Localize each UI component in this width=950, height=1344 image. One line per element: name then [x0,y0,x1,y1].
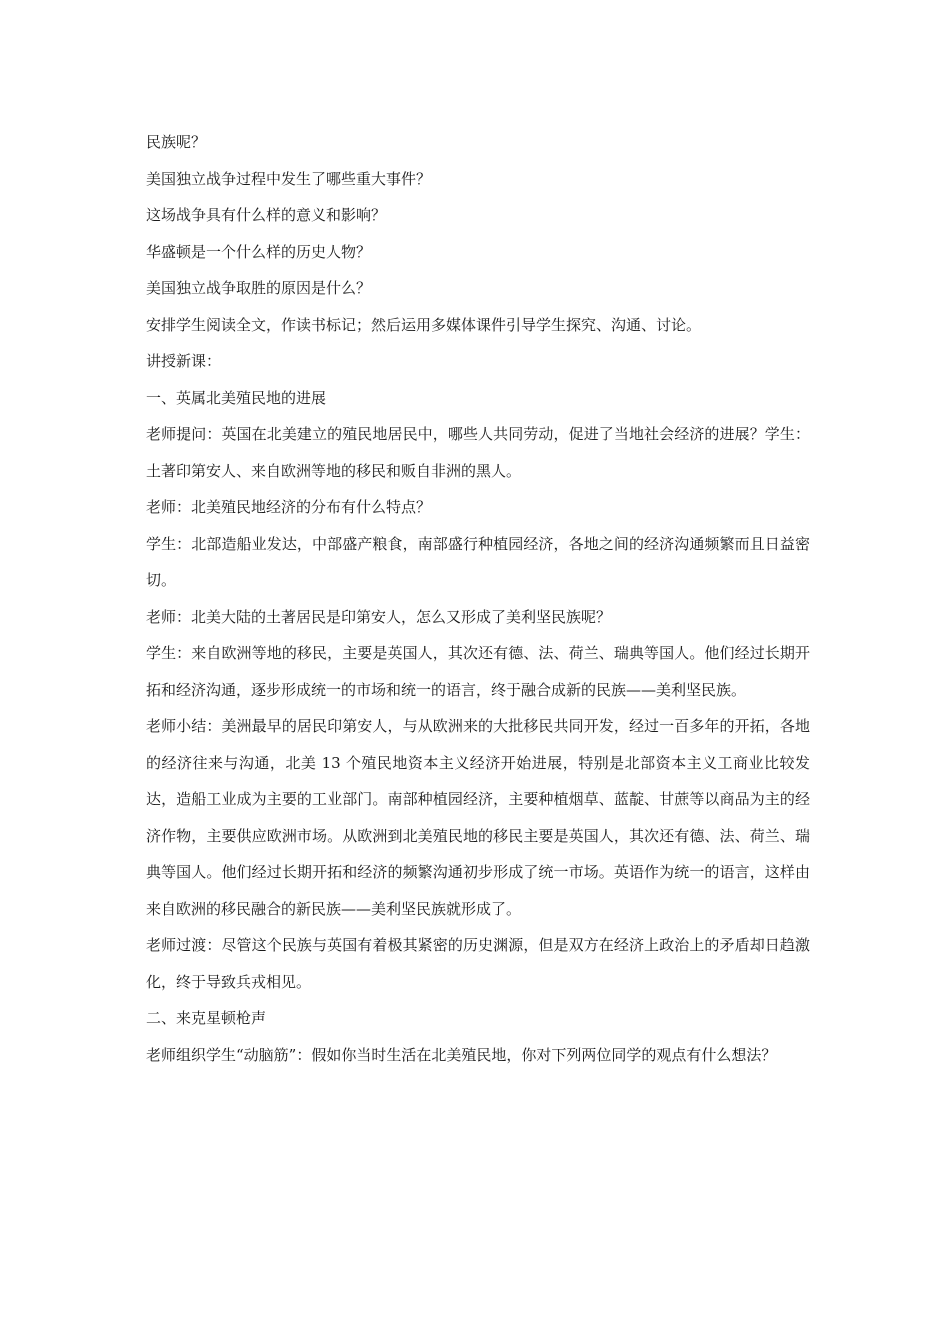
dialogue-paragraph: 老师：北美殖民地经济的分布有什么特点？ [146,498,432,516]
dialogue-paragraph: 老师：北美大陆的土著居民是印第安人，怎么又形成了美利坚民族呢？ [146,607,612,626]
dialogue-paragraph: 老师组织学生“动脑筋”：假如你当时生活在北美殖民地，你对下列两位同学的观点有什么想法？ [146,1045,777,1064]
question-paragraph: 美国独立战争过程中发生了哪些重大事件？ [146,169,432,188]
question-paragraph: 美国独立战争取胜的原因是什么？ [146,279,372,297]
paragraph: 安排学生阅读全文，作读书标记；然后运用多媒体课件引导学生探究、沟通、讨论。 [146,315,702,334]
question-paragraph: 华盛顿是一个什么样的历史人物？ [146,242,372,261]
section-heading: 二、来克星顿枪声 [146,1009,267,1027]
summary-paragraph: 老师小结：美洲最早的居民印第安人，与从欧洲来的大批移民共同开发，经过一百多年的开拓，各地的经济往来与沟通，北美 13 个殖民地资本主义经济开始进展，特别是北部资本主义工商业比较发达，造船工业成为主要的工业部门。南部种植园经济，主要种植烟草、蓝靛、甘蔗等以商品为主的经济作物，主要供应欧洲市场。从欧洲到北美殖民地的移民主要是英国人，其次还有德、法、荷兰、瑞典等国人。他们经过长期开拓和经济的频繁沟通初步形成了统一市场。英语作为统一的语言，这样由来自欧洲的移民融合的新民族——美利坚民族就形成了。 [146,717,810,918]
dialogue-paragraph: 学生：北部造船业发达，中部盛产粮食，南部盛行种植园经济，各地之间的经济沟通频繁而且日益密切。 [146,534,810,589]
dialogue-paragraph: 学生：来自欧洲等地的移民，主要是英国人，其次还有德、法、荷兰、瑞典等国人。他们经过长期开拓和经济沟通，逐步形成统一的市场和统一的语言，终于融合成新的民族——美利坚民族。 [146,644,810,699]
dialogue-paragraph: 老师提问：英国在北美建立的殖民地居民中，哪些人共同劳动，促进了当地社会经济的进展？学生：土著印第安人、来自欧洲等地的移民和贩自非洲的黑人。 [146,425,810,480]
document-body [146,124,810,1073]
transition-paragraph: 老师过渡：尽管这个民族与英国有着极其紧密的历史渊源，但是双方在经济上政治上的矛盾却日趋激化，终于导致兵戎相见。 [146,936,810,991]
section-heading: 一、英属北美殖民地的进展 [146,388,327,407]
question-paragraph: 这场战争具有什么样的意义和影响？ [146,206,387,224]
paragraph: 民族呢？ [146,133,207,151]
section-label: 讲授新课： [146,352,222,370]
